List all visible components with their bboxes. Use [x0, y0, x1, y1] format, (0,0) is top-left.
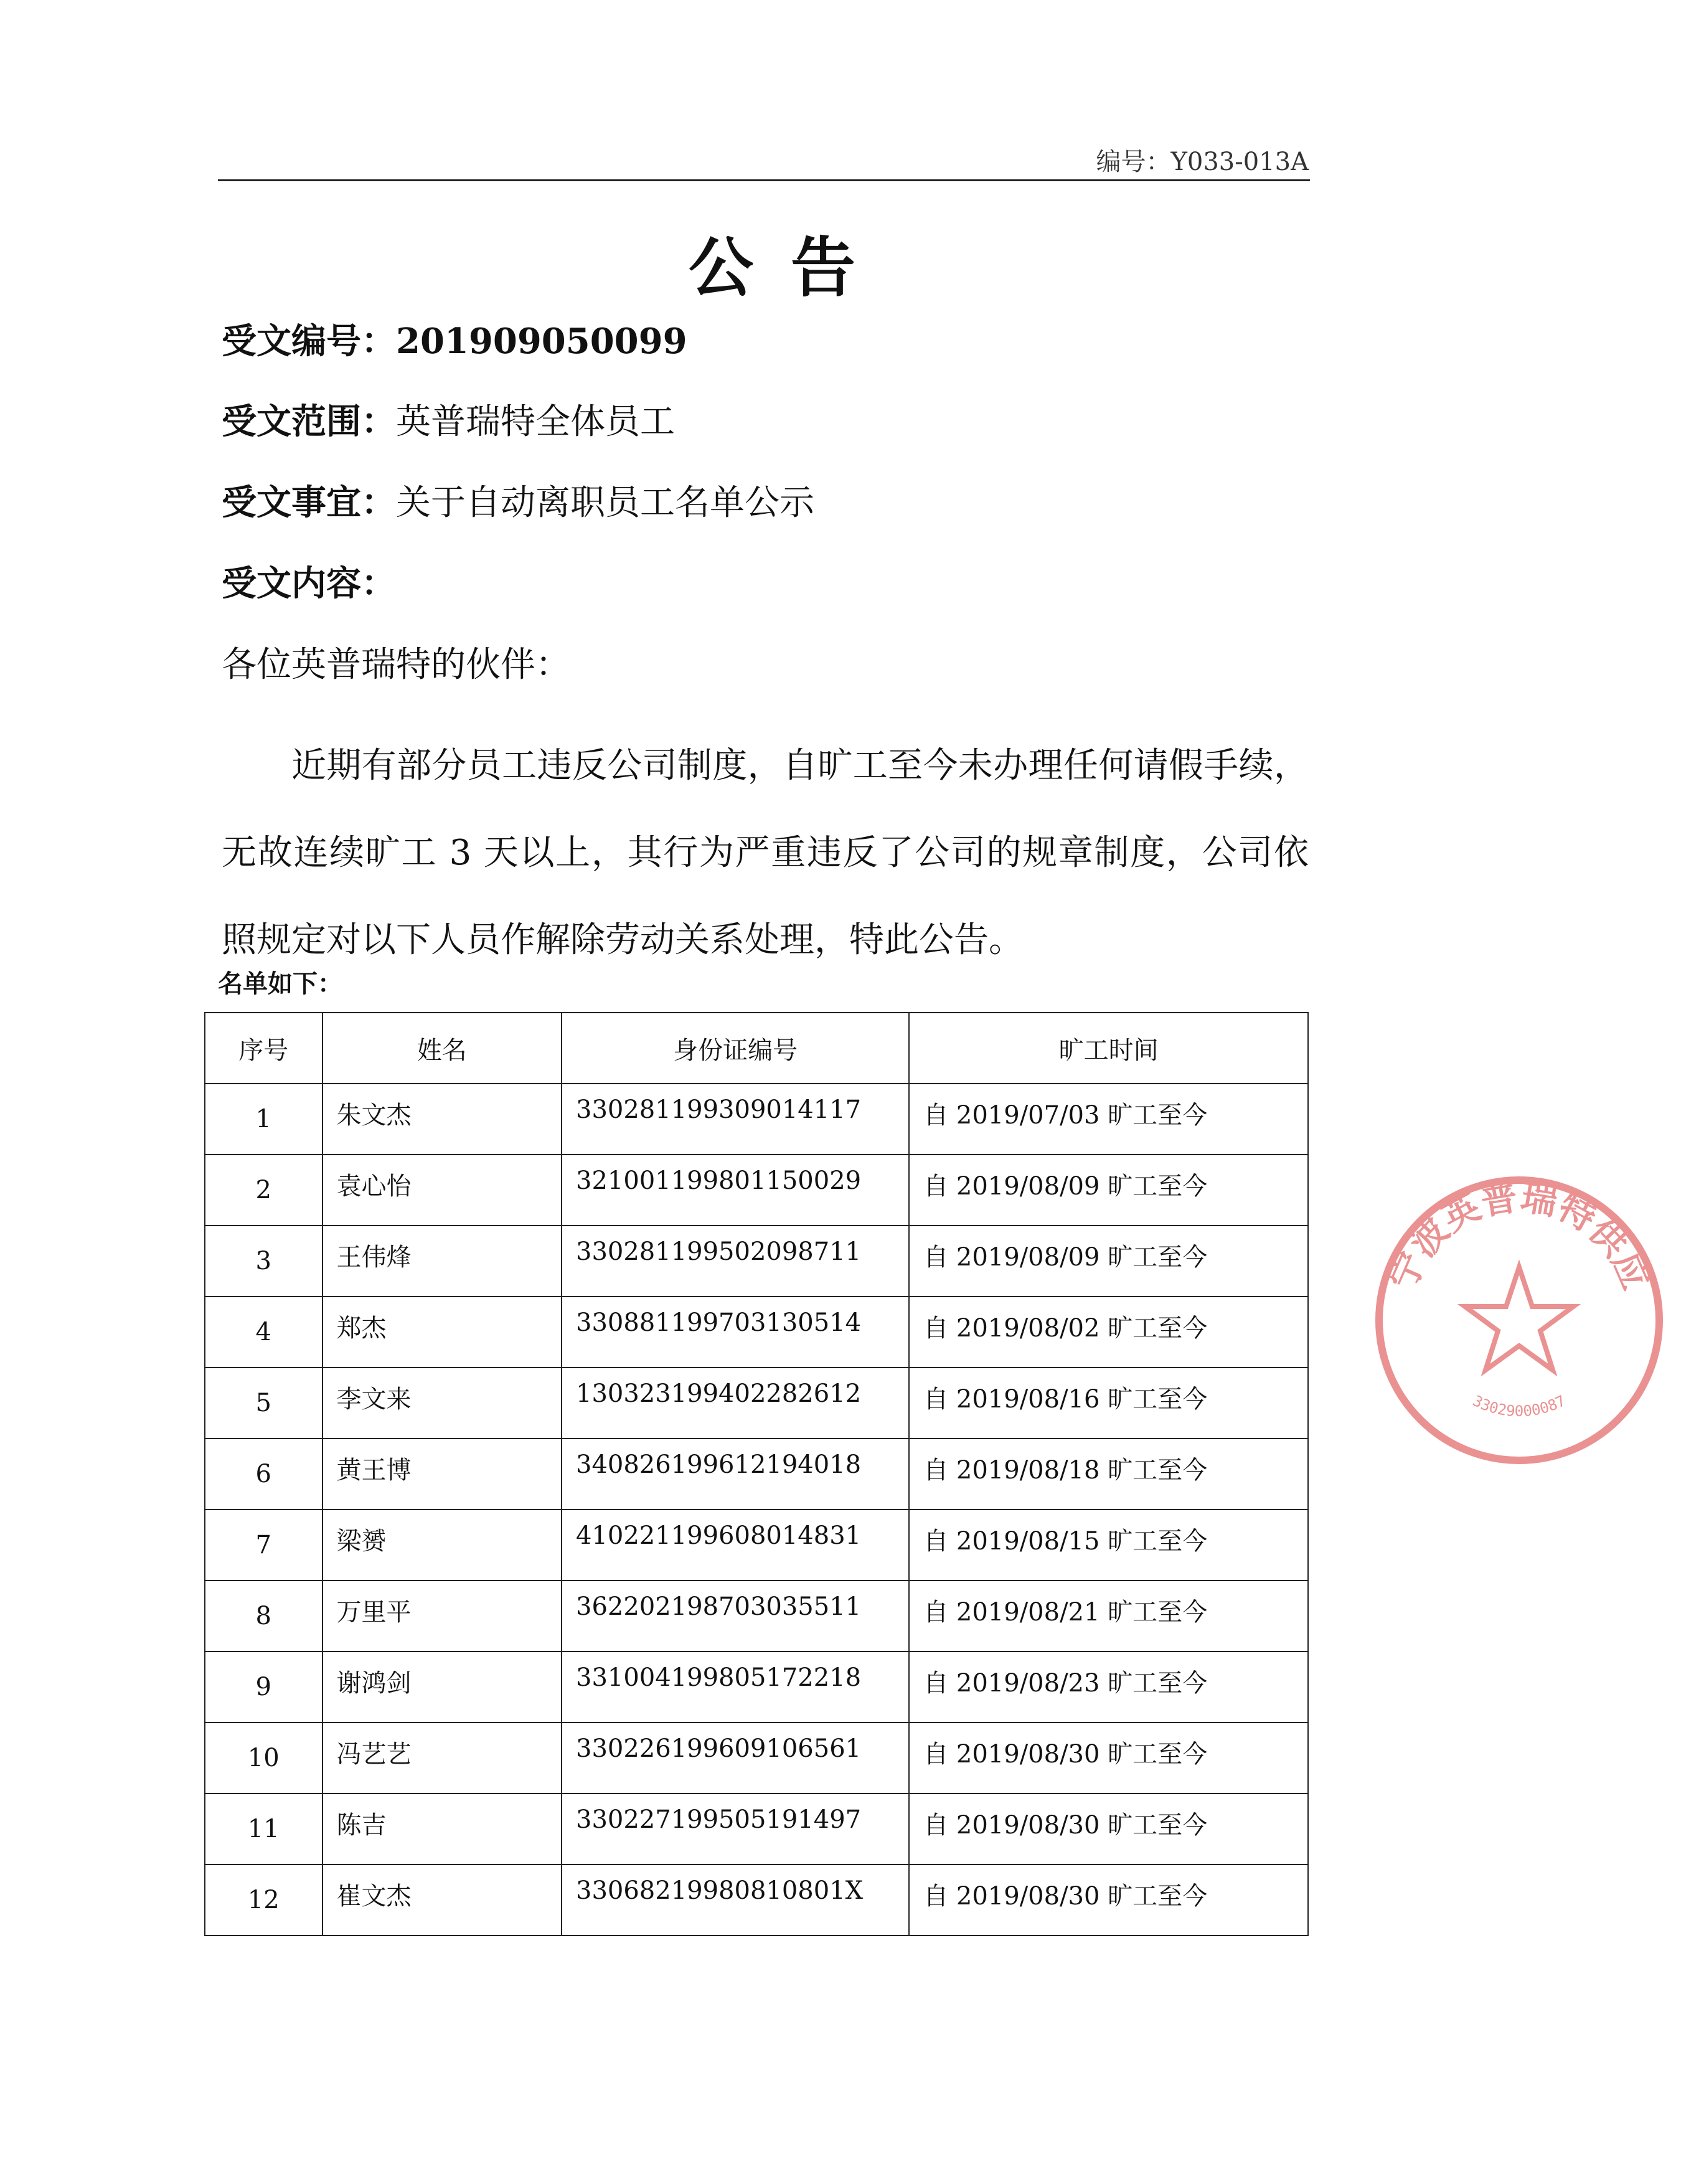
table-row [205, 1865, 1308, 1936]
table-row [205, 1652, 1308, 1723]
row-name: 崔文杰 [323, 1865, 562, 1936]
row-id: 362202198703035511 [562, 1581, 909, 1652]
matter-value: 关于自动离职员工名单公示 [396, 483, 814, 523]
row-id: 130323199402282612 [562, 1368, 909, 1439]
row-no: 10 [205, 1723, 323, 1794]
matter-field [222, 483, 814, 524]
row-name: 梁赟 [323, 1510, 562, 1581]
matter-label: 受文事宜： [222, 483, 396, 523]
table-row [205, 1439, 1308, 1510]
row-name: 黄王博 [323, 1439, 562, 1510]
row-no: 2 [205, 1155, 323, 1226]
header-rule [218, 179, 1310, 181]
scope-value: 英普瑞特全体员工 [396, 402, 675, 442]
row-time: 自 2019/08/21 旷工至今 [909, 1581, 1308, 1652]
row-no: 6 [205, 1439, 323, 1510]
seal-number: 33029000087 [1469, 1392, 1569, 1421]
row-name: 李文来 [323, 1368, 562, 1439]
row-name: 郑杰 [323, 1297, 562, 1368]
row-id: 330281199309014117 [562, 1084, 909, 1155]
table-row [205, 1155, 1308, 1226]
row-name: 谢鸿剑 [323, 1652, 562, 1723]
table-row [205, 1723, 1308, 1794]
employee-table [204, 1012, 1309, 1936]
doc-number-value: 201909050099 [396, 321, 687, 362]
row-time: 自 2019/08/23 旷工至今 [909, 1652, 1308, 1723]
row-id: 33068219980810801X [562, 1865, 909, 1936]
row-time: 自 2019/08/02 旷工至今 [909, 1297, 1308, 1368]
table-row [205, 1794, 1308, 1865]
row-name: 陈吉 [323, 1794, 562, 1865]
doc-number-label: 受文编号： [222, 321, 396, 362]
row-name: 朱文杰 [323, 1084, 562, 1155]
table-row [205, 1297, 1308, 1368]
header-no: 序号 [205, 1013, 323, 1084]
row-time: 自 2019/08/30 旷工至今 [909, 1723, 1308, 1794]
row-id: 330227199505191497 [562, 1794, 909, 1865]
row-no: 12 [205, 1865, 323, 1936]
row-name: 冯艺艺 [323, 1723, 562, 1794]
row-id: 331004199805172218 [562, 1652, 909, 1723]
scope-field [222, 402, 675, 443]
row-time: 自 2019/08/30 旷工至今 [909, 1794, 1308, 1865]
row-id: 340826199612194018 [562, 1439, 909, 1510]
scope-label: 受文范围： [222, 402, 396, 442]
row-no: 1 [205, 1084, 323, 1155]
table-row [205, 1368, 1308, 1439]
row-time: 自 2019/08/09 旷工至今 [909, 1155, 1308, 1226]
row-time: 自 2019/08/30 旷工至今 [909, 1865, 1308, 1936]
row-id: 330881199703130514 [562, 1297, 909, 1368]
row-no: 8 [205, 1581, 323, 1652]
seal-text: 宁波英普瑞特供应 [1381, 1175, 1657, 1296]
row-id: 330226199609106561 [562, 1723, 909, 1794]
row-time: 自 2019/07/03 旷工至今 [909, 1084, 1308, 1155]
row-no: 7 [205, 1510, 323, 1581]
table-row [205, 1084, 1308, 1155]
list-heading: 名单如下： [218, 970, 342, 998]
row-time: 自 2019/08/09 旷工至今 [909, 1226, 1308, 1297]
document-code: 编号：Y033-013A [1096, 148, 1309, 176]
table-row [205, 1510, 1308, 1581]
row-name: 王伟烽 [323, 1226, 562, 1297]
table-row [205, 1226, 1308, 1297]
header-id: 身份证编号 [562, 1013, 909, 1084]
row-no: 9 [205, 1652, 323, 1723]
row-time: 自 2019/08/16 旷工至今 [909, 1368, 1308, 1439]
row-no: 11 [205, 1794, 323, 1865]
row-time: 自 2019/08/18 旷工至今 [909, 1439, 1308, 1510]
salutation: 各位英普瑞特的伙伴： [222, 645, 570, 685]
seal-star [1465, 1267, 1573, 1370]
announcement-paragraph: 近期有部分员工违反公司制度，自旷工至今未办理任何请假手续，无故连续旷工 3 天以上，其行为严重违反了公司的规章制度，公司依照规定对以下人员作解除劳动关系处理，特此公告。 [222, 745, 1309, 960]
row-no: 3 [205, 1226, 323, 1297]
row-name: 万里平 [323, 1581, 562, 1652]
doc-number-field [222, 321, 687, 362]
header-name: 姓名 [323, 1013, 562, 1084]
row-id: 410221199608014831 [562, 1510, 909, 1581]
table-header-row [205, 1013, 1308, 1084]
content-label: 受文内容： [222, 564, 396, 604]
row-no: 4 [205, 1297, 323, 1368]
row-id: 321001199801150029 [562, 1155, 909, 1226]
header-absence-time: 旷工时间 [909, 1013, 1308, 1084]
table-row [205, 1581, 1308, 1652]
row-name: 袁心怡 [323, 1155, 562, 1226]
page-title: 公告 [688, 230, 893, 306]
row-time: 自 2019/08/15 旷工至今 [909, 1510, 1308, 1581]
company-seal-icon [1357, 1158, 1681, 1482]
row-no: 5 [205, 1368, 323, 1439]
content-field [222, 564, 396, 605]
row-id: 330281199502098711 [562, 1226, 909, 1297]
